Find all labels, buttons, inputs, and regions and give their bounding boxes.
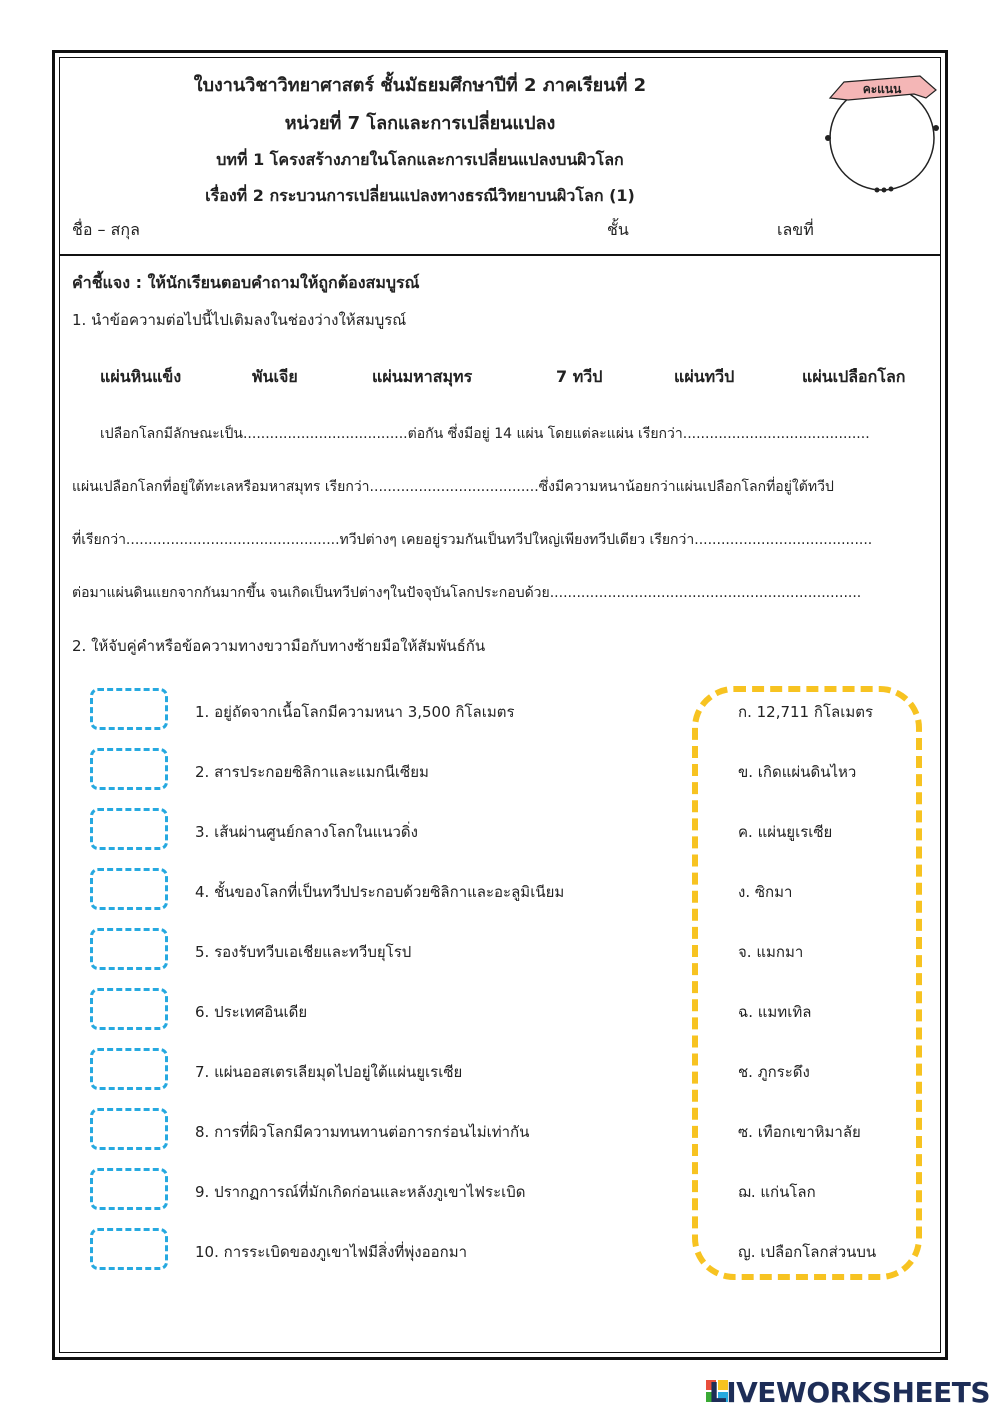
word-bank-item: แผ่นเปลือกโลก bbox=[802, 367, 906, 386]
topic-title: เรื่องที่ 2 กระบวนการเปลี่ยนแปลงทางธรณีวิทยาบนผิวโลก (1) bbox=[205, 186, 635, 205]
match-right-option: ค. แผ่นยูเรเซีย bbox=[738, 823, 833, 841]
unit-title: หน่วยที่ 7 โลกและการเปลี่ยนแปลง bbox=[284, 113, 556, 134]
fill-line-4[interactable]: ต่อมาแผ่นดินแยกจากกันมากขึ้น จนเกิดเป็นทวีปต่างๆในปัจจุบันโลกประกอบด้วย...................................................................... bbox=[72, 585, 862, 601]
word-bank-item: แผ่นทวีป bbox=[674, 367, 735, 386]
answer-box-4[interactable] bbox=[90, 868, 168, 910]
worksheet-inner-border bbox=[59, 57, 941, 1353]
match-right-option: ฉ. แมทเทิล bbox=[738, 1003, 812, 1021]
answer-box-5[interactable] bbox=[90, 928, 168, 970]
match-right-option: ช. ภูกระดึง bbox=[738, 1063, 810, 1081]
number-label: เลขที่ bbox=[777, 220, 814, 239]
match-left-item: 9. ปรากฏการณ์ที่มักเกิดก่อนและหลังภูเขาไฟระเบิด bbox=[195, 1183, 526, 1201]
match-left-item: 1. อยู่ถัดจากเนื้อโลกมีความหนา 3,500 กิโลเมตร bbox=[195, 703, 515, 721]
match-right-option: ซ. เทือกเขาหิมาลัย bbox=[738, 1123, 861, 1141]
answer-box-6[interactable] bbox=[90, 988, 168, 1030]
fill-line-3[interactable]: ที่เรียกว่า................................................ทวีปต่างๆ เคยอยู่รวมกันเป็นทวีปใหญ่เพียงทวีปเดียว เรียกว่า........................................ bbox=[72, 532, 873, 548]
chapter-title: บทที่ 1 โครงสร้างภายในโลกและการเปลี่ยนแปลงบนผิวโลก bbox=[216, 150, 624, 169]
match-left-item: 7. แผ่นออสเตรเลียมุดไปอยู่ใต้แผ่นยูเรเซีย bbox=[195, 1063, 463, 1081]
answer-box-1[interactable] bbox=[90, 688, 168, 730]
q2-prompt: 2. ให้จับคู่คำหรือข้อความทางขวามือกับทางซ้ายมือให้สัมพันธ์กัน bbox=[72, 637, 486, 655]
match-right-option: ข. เกิดแผ่นดินไหว bbox=[738, 763, 857, 781]
match-right-option: ง. ซิกมา bbox=[738, 883, 793, 901]
worksheet-title: ใบงานวิชาวิทยาศาสตร์ ชั้นมัธยมศึกษาปีที่ 2 ภาคเรียนที่ 2 bbox=[193, 75, 647, 96]
match-left-item: 3. เส้นผ่านศูนย์กลางโลกในแนวดิ่ง bbox=[195, 823, 418, 841]
word-bank-item: แผ่นมหาสมุทร bbox=[372, 367, 473, 386]
match-left-item: 8. การที่ผิวโลกมีความทนทานต่อการกร่อนไม่เท่ากัน bbox=[195, 1123, 530, 1141]
q1-prompt: 1. นำข้อความต่อไปนี้ไปเติมลงในช่องว่างให้สมบูรณ์ bbox=[72, 311, 407, 329]
header-divider bbox=[60, 254, 940, 256]
instruction: คำชี้แจง : ให้นักเรียนตอบคำถามให้ถูกต้องสมบูรณ์ bbox=[72, 273, 420, 292]
fill-line-1[interactable]: เปลือกโลกมีลักษณะเป็น.....................................ต่อกัน ซึ่งมีอยู่ 14 แผ่น โดยแต่ละแผ่น เรียกว่า.......................................... bbox=[100, 426, 870, 442]
match-left-item: 2. สารประกอยซิลิกาและแมกนีเซียม bbox=[195, 763, 429, 781]
word-bank-item: แผ่นหินแข็ง bbox=[100, 367, 182, 386]
score-label: คะแนน bbox=[862, 82, 902, 96]
answer-box-8[interactable] bbox=[90, 1108, 168, 1150]
name-label: ชื่อ – สกุล bbox=[72, 220, 140, 239]
answer-box-10[interactable] bbox=[90, 1228, 168, 1270]
answer-box-2[interactable] bbox=[90, 748, 168, 790]
match-left-item: 10. การระเบิดของภูเขาไฟมีสิ่งที่พุ่งออกมา bbox=[195, 1243, 468, 1261]
answer-box-9[interactable] bbox=[90, 1168, 168, 1210]
match-left-item: 6. ประเทศอินเดีย bbox=[195, 1003, 308, 1021]
match-left-item: 4. ชั้นของโลกที่เป็นทวีปประกอบด้วยซิลิกาและอะลูมิเนียม bbox=[195, 883, 565, 901]
word-bank-item: พันเจีย bbox=[252, 367, 298, 386]
fill-line-2[interactable]: แผ่นเปลือกโลกที่อยู่ใต้ทะเลหรือมหาสมุทร เรียกว่า......................................ซึ่งมีความหนาน้อยกว่าแผ่นเปลือกโลกที่อยู่ใต้ทวีป bbox=[72, 479, 834, 495]
match-right-option: ฌ. แก่นโลก bbox=[738, 1183, 816, 1201]
worksheet-frame bbox=[52, 50, 948, 1360]
liveworksheets-brand: LIVEWORKSHEETS bbox=[708, 1376, 990, 1409]
match-left-item: 5. รองรับทวีบเอเชียและทวีบยุโรป bbox=[195, 943, 412, 961]
match-right-option: ญ. เปลือกโลกส่วนบน bbox=[738, 1243, 877, 1261]
answer-box-3[interactable] bbox=[90, 808, 168, 850]
match-right-option: จ. แมกมา bbox=[738, 943, 804, 961]
match-right-option: ก. 12,711 กิโลเมตร bbox=[738, 703, 874, 721]
answer-box-7[interactable] bbox=[90, 1048, 168, 1090]
class-label: ชั้น bbox=[607, 220, 629, 239]
score-badge bbox=[822, 68, 942, 196]
word-bank-item: 7 ทวีป bbox=[556, 367, 603, 386]
